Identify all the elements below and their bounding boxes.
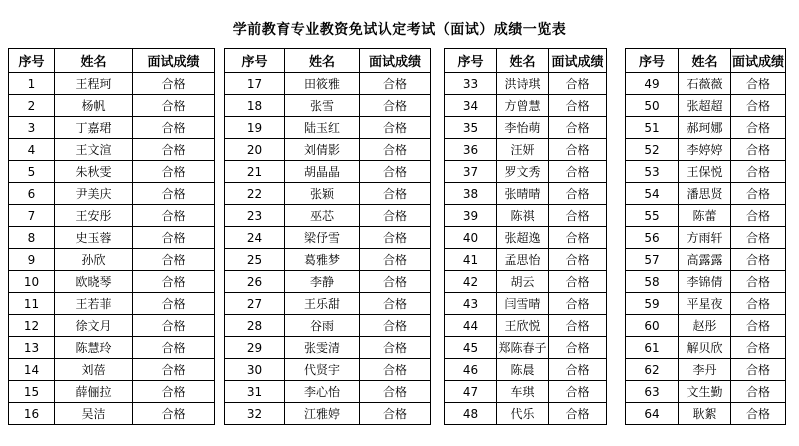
cell-score: 合格: [360, 381, 431, 403]
cell-no: 62: [626, 359, 679, 381]
cell-name: 王若菲: [55, 293, 133, 315]
table-row: [626, 271, 786, 293]
cell-score: 合格: [731, 315, 786, 337]
cell-score: 合格: [549, 403, 607, 425]
cell-name: 张超逸: [497, 227, 549, 249]
cell-score: 合格: [360, 271, 431, 293]
table-row: [9, 73, 215, 95]
cell-score: 合格: [731, 337, 786, 359]
cell-name: 石薇薇: [679, 73, 731, 95]
cell-no: 41: [445, 249, 497, 271]
cell-no: 42: [445, 271, 497, 293]
cell-score: 合格: [360, 161, 431, 183]
cell-no: 59: [626, 293, 679, 315]
cell-name: 汪妍: [497, 139, 549, 161]
cell-score: 合格: [549, 315, 607, 337]
cell-name: 代乐: [497, 403, 549, 425]
cell-score: 合格: [133, 293, 215, 315]
table-row: [9, 139, 215, 161]
cell-no: 17: [225, 73, 285, 95]
cell-no: 5: [9, 161, 55, 183]
cell-no: 21: [225, 161, 285, 183]
cell-score: 合格: [731, 139, 786, 161]
cell-no: 51: [626, 117, 679, 139]
header-score: 面试成绩: [731, 49, 786, 73]
cell-no: 60: [626, 315, 679, 337]
cell-name: 罗文秀: [497, 161, 549, 183]
table-row: [445, 293, 607, 315]
table-row: [225, 249, 431, 271]
cell-name: 欧晓琴: [55, 271, 133, 293]
cell-name: 文生勤: [679, 381, 731, 403]
cell-name: 方曾慧: [497, 95, 549, 117]
cell-name: 丁嘉珺: [55, 117, 133, 139]
table-row: [445, 95, 607, 117]
cell-no: 49: [626, 73, 679, 95]
table-row: [626, 249, 786, 271]
cell-score: 合格: [731, 95, 786, 117]
cell-score: 合格: [549, 161, 607, 183]
table-row: [626, 381, 786, 403]
table-row: [626, 183, 786, 205]
header-no: 序号: [626, 49, 679, 73]
table-row: [9, 117, 215, 139]
cell-score: 合格: [133, 117, 215, 139]
cell-score: 合格: [133, 161, 215, 183]
cell-score: 合格: [549, 227, 607, 249]
cell-score: 合格: [133, 227, 215, 249]
cell-score: 合格: [731, 403, 786, 425]
cell-name: 高露露: [679, 249, 731, 271]
cell-no: 9: [9, 249, 55, 271]
score-table-1: [8, 48, 215, 425]
cell-no: 34: [445, 95, 497, 117]
table-row: [626, 403, 786, 425]
header-row: [445, 49, 607, 73]
cell-name: 李丹: [679, 359, 731, 381]
cell-name: 梁伃雪: [285, 227, 360, 249]
cell-name: 方雨轩: [679, 227, 731, 249]
cell-no: 46: [445, 359, 497, 381]
cell-name: 孟思怡: [497, 249, 549, 271]
table-row: [445, 117, 607, 139]
cell-no: 6: [9, 183, 55, 205]
cell-no: 40: [445, 227, 497, 249]
cell-no: 61: [626, 337, 679, 359]
cell-score: 合格: [731, 359, 786, 381]
table-row: [445, 183, 607, 205]
cell-no: 7: [9, 205, 55, 227]
cell-no: 44: [445, 315, 497, 337]
cell-score: 合格: [360, 183, 431, 205]
cell-score: 合格: [360, 205, 431, 227]
cell-no: 18: [225, 95, 285, 117]
cell-no: 50: [626, 95, 679, 117]
header-score: 面试成绩: [360, 49, 431, 73]
header-name: 姓名: [285, 49, 360, 73]
table-row: [626, 337, 786, 359]
cell-name: 李婷婷: [679, 139, 731, 161]
header-row: [626, 49, 786, 73]
cell-score: 合格: [731, 271, 786, 293]
score-table-3: [444, 48, 607, 425]
table-row: [626, 139, 786, 161]
table-row: [225, 271, 431, 293]
header-row: [9, 49, 215, 73]
cell-score: 合格: [731, 183, 786, 205]
cell-no: 64: [626, 403, 679, 425]
table-row: [9, 403, 215, 425]
table-row: [445, 227, 607, 249]
cell-no: 15: [9, 381, 55, 403]
table-row: [225, 95, 431, 117]
cell-name: 王保悦: [679, 161, 731, 183]
table-row: [626, 227, 786, 249]
score-table-4: [625, 48, 786, 425]
cell-score: 合格: [549, 117, 607, 139]
table-row: [225, 161, 431, 183]
cell-score: 合格: [549, 139, 607, 161]
cell-name: 陈晨: [497, 359, 549, 381]
cell-name: 闫雪晴: [497, 293, 549, 315]
cell-score: 合格: [549, 73, 607, 95]
table-row: [9, 271, 215, 293]
table-row: [225, 227, 431, 249]
table-row: [445, 337, 607, 359]
table-row: [445, 73, 607, 95]
table-row: [9, 293, 215, 315]
cell-name: 吴洁: [55, 403, 133, 425]
cell-name: 江雅婷: [285, 403, 360, 425]
cell-no: 19: [225, 117, 285, 139]
cell-name: 陈慧玲: [55, 337, 133, 359]
cell-no: 31: [225, 381, 285, 403]
cell-score: 合格: [133, 183, 215, 205]
cell-no: 48: [445, 403, 497, 425]
header-score: 面试成绩: [549, 49, 607, 73]
cell-score: 合格: [133, 205, 215, 227]
cell-score: 合格: [360, 139, 431, 161]
cell-no: 10: [9, 271, 55, 293]
score-table-2: [224, 48, 431, 425]
cell-name: 张晴晴: [497, 183, 549, 205]
cell-score: 合格: [731, 293, 786, 315]
table-row: [626, 359, 786, 381]
cell-name: 巫芯: [285, 205, 360, 227]
cell-no: 24: [225, 227, 285, 249]
table-row: [9, 205, 215, 227]
cell-name: 李静: [285, 271, 360, 293]
cell-score: 合格: [133, 337, 215, 359]
table-row: [445, 161, 607, 183]
cell-name: 王程珂: [55, 73, 133, 95]
cell-score: 合格: [360, 227, 431, 249]
cell-no: 47: [445, 381, 497, 403]
table-row: [9, 315, 215, 337]
cell-no: 43: [445, 293, 497, 315]
cell-name: 车琪: [497, 381, 549, 403]
table-row: [225, 359, 431, 381]
cell-score: 合格: [360, 403, 431, 425]
cell-name: 刘蓓: [55, 359, 133, 381]
header-row: [225, 49, 431, 73]
cell-name: 张超超: [679, 95, 731, 117]
cell-score: 合格: [549, 359, 607, 381]
cell-score: 合格: [360, 359, 431, 381]
table-row: [445, 403, 607, 425]
cell-no: 22: [225, 183, 285, 205]
cell-name: 赵彤: [679, 315, 731, 337]
table-row: [445, 271, 607, 293]
table-row: [225, 183, 431, 205]
cell-name: 薛俪拉: [55, 381, 133, 403]
header-name: 姓名: [679, 49, 731, 73]
cell-score: 合格: [133, 315, 215, 337]
cell-name: 徐文月: [55, 315, 133, 337]
table-row: [225, 337, 431, 359]
cell-score: 合格: [133, 73, 215, 95]
table-row: [445, 139, 607, 161]
cell-score: 合格: [549, 381, 607, 403]
cell-score: 合格: [360, 293, 431, 315]
cell-no: 58: [626, 271, 679, 293]
cell-name: 潘思贤: [679, 183, 731, 205]
cell-score: 合格: [360, 117, 431, 139]
cell-score: 合格: [731, 73, 786, 95]
cell-score: 合格: [549, 293, 607, 315]
table-row: [225, 117, 431, 139]
cell-name: 郝珂娜: [679, 117, 731, 139]
cell-name: 陈祺: [497, 205, 549, 227]
cell-name: 朱秋雯: [55, 161, 133, 183]
cell-no: 56: [626, 227, 679, 249]
cell-no: 45: [445, 337, 497, 359]
cell-name: 耿絮: [679, 403, 731, 425]
cell-no: 1: [9, 73, 55, 95]
cell-no: 20: [225, 139, 285, 161]
cell-score: 合格: [549, 95, 607, 117]
table-row: [626, 293, 786, 315]
cell-name: 代贤宇: [285, 359, 360, 381]
cell-name: 张颖: [285, 183, 360, 205]
cell-score: 合格: [133, 249, 215, 271]
table-row: [9, 95, 215, 117]
cell-no: 39: [445, 205, 497, 227]
cell-no: 53: [626, 161, 679, 183]
table-row: [626, 73, 786, 95]
cell-score: 合格: [731, 381, 786, 403]
cell-name: 张雪: [285, 95, 360, 117]
cell-no: 3: [9, 117, 55, 139]
cell-score: 合格: [133, 271, 215, 293]
cell-score: 合格: [731, 117, 786, 139]
header-no: 序号: [9, 49, 55, 73]
cell-name: 胡晶晶: [285, 161, 360, 183]
header-score: 面试成绩: [133, 49, 215, 73]
cell-score: 合格: [360, 95, 431, 117]
cell-no: 12: [9, 315, 55, 337]
cell-no: 8: [9, 227, 55, 249]
table-row: [9, 227, 215, 249]
cell-no: 14: [9, 359, 55, 381]
table-row: [445, 359, 607, 381]
table-row: [445, 205, 607, 227]
cell-no: 13: [9, 337, 55, 359]
cell-no: 28: [225, 315, 285, 337]
table-row: [225, 315, 431, 337]
cell-score: 合格: [549, 337, 607, 359]
cell-name: 王乐甜: [285, 293, 360, 315]
cell-name: 葛雅梦: [285, 249, 360, 271]
table-row: [225, 205, 431, 227]
cell-no: 54: [626, 183, 679, 205]
cell-score: 合格: [731, 205, 786, 227]
cell-score: 合格: [360, 315, 431, 337]
cell-score: 合格: [549, 271, 607, 293]
cell-score: 合格: [133, 95, 215, 117]
cell-name: 张雯清: [285, 337, 360, 359]
table-row: [225, 381, 431, 403]
table-row: [626, 95, 786, 117]
cell-name: 王欣悦: [497, 315, 549, 337]
cell-no: 2: [9, 95, 55, 117]
cell-no: 4: [9, 139, 55, 161]
table-row: [9, 183, 215, 205]
header-no: 序号: [225, 49, 285, 73]
cell-name: 李心怡: [285, 381, 360, 403]
table-row: [445, 249, 607, 271]
cell-no: 16: [9, 403, 55, 425]
cell-no: 63: [626, 381, 679, 403]
cell-score: 合格: [731, 227, 786, 249]
table-row: [9, 381, 215, 403]
table-row: [9, 249, 215, 271]
cell-name: 李锦倩: [679, 271, 731, 293]
table-row: [626, 161, 786, 183]
table-row: [225, 73, 431, 95]
cell-score: 合格: [133, 139, 215, 161]
cell-no: 27: [225, 293, 285, 315]
cell-no: 33: [445, 73, 497, 95]
table-row: [626, 315, 786, 337]
cell-no: 38: [445, 183, 497, 205]
cell-no: 11: [9, 293, 55, 315]
cell-name: 王安彤: [55, 205, 133, 227]
cell-no: 57: [626, 249, 679, 271]
header-name: 姓名: [497, 49, 549, 73]
cell-no: 37: [445, 161, 497, 183]
table-row: [9, 337, 215, 359]
cell-name: 史玉蓉: [55, 227, 133, 249]
cell-no: 30: [225, 359, 285, 381]
table-row: [9, 161, 215, 183]
table-row: [445, 315, 607, 337]
cell-no: 35: [445, 117, 497, 139]
cell-no: 52: [626, 139, 679, 161]
cell-name: 田筱雅: [285, 73, 360, 95]
cell-name: 郑陈春子: [497, 337, 549, 359]
cell-name: 平星夜: [679, 293, 731, 315]
cell-no: 29: [225, 337, 285, 359]
table-row: [626, 117, 786, 139]
cell-score: 合格: [360, 337, 431, 359]
cell-score: 合格: [133, 359, 215, 381]
cell-name: 孙欣: [55, 249, 133, 271]
cell-name: 刘倩影: [285, 139, 360, 161]
cell-no: 32: [225, 403, 285, 425]
cell-name: 尹美庆: [55, 183, 133, 205]
cell-score: 合格: [549, 249, 607, 271]
cell-name: 王文渲: [55, 139, 133, 161]
cell-name: 杨帆: [55, 95, 133, 117]
cell-score: 合格: [549, 205, 607, 227]
table-row: [225, 403, 431, 425]
cell-name: 洪诗琪: [497, 73, 549, 95]
table-row: [225, 139, 431, 161]
cell-name: 李怡萌: [497, 117, 549, 139]
cell-no: 36: [445, 139, 497, 161]
cell-score: 合格: [731, 161, 786, 183]
header-name: 姓名: [55, 49, 133, 73]
cell-name: 谷雨: [285, 315, 360, 337]
cell-score: 合格: [360, 249, 431, 271]
cell-name: 陆玉红: [285, 117, 360, 139]
cell-name: 陈蕾: [679, 205, 731, 227]
cell-score: 合格: [731, 249, 786, 271]
cell-no: 23: [225, 205, 285, 227]
cell-name: 胡云: [497, 271, 549, 293]
cell-no: 26: [225, 271, 285, 293]
page-title: 学前教育专业教资免试认定考试（面试）成绩一览表: [232, 22, 567, 38]
cell-score: 合格: [360, 73, 431, 95]
cell-no: 55: [626, 205, 679, 227]
table-row: [225, 293, 431, 315]
table-row: [9, 359, 215, 381]
table-row: [445, 381, 607, 403]
cell-score: 合格: [133, 381, 215, 403]
header-no: 序号: [445, 49, 497, 73]
cell-no: 25: [225, 249, 285, 271]
cell-score: 合格: [133, 403, 215, 425]
table-row: [626, 205, 786, 227]
cell-name: 解贝欣: [679, 337, 731, 359]
cell-score: 合格: [549, 183, 607, 205]
